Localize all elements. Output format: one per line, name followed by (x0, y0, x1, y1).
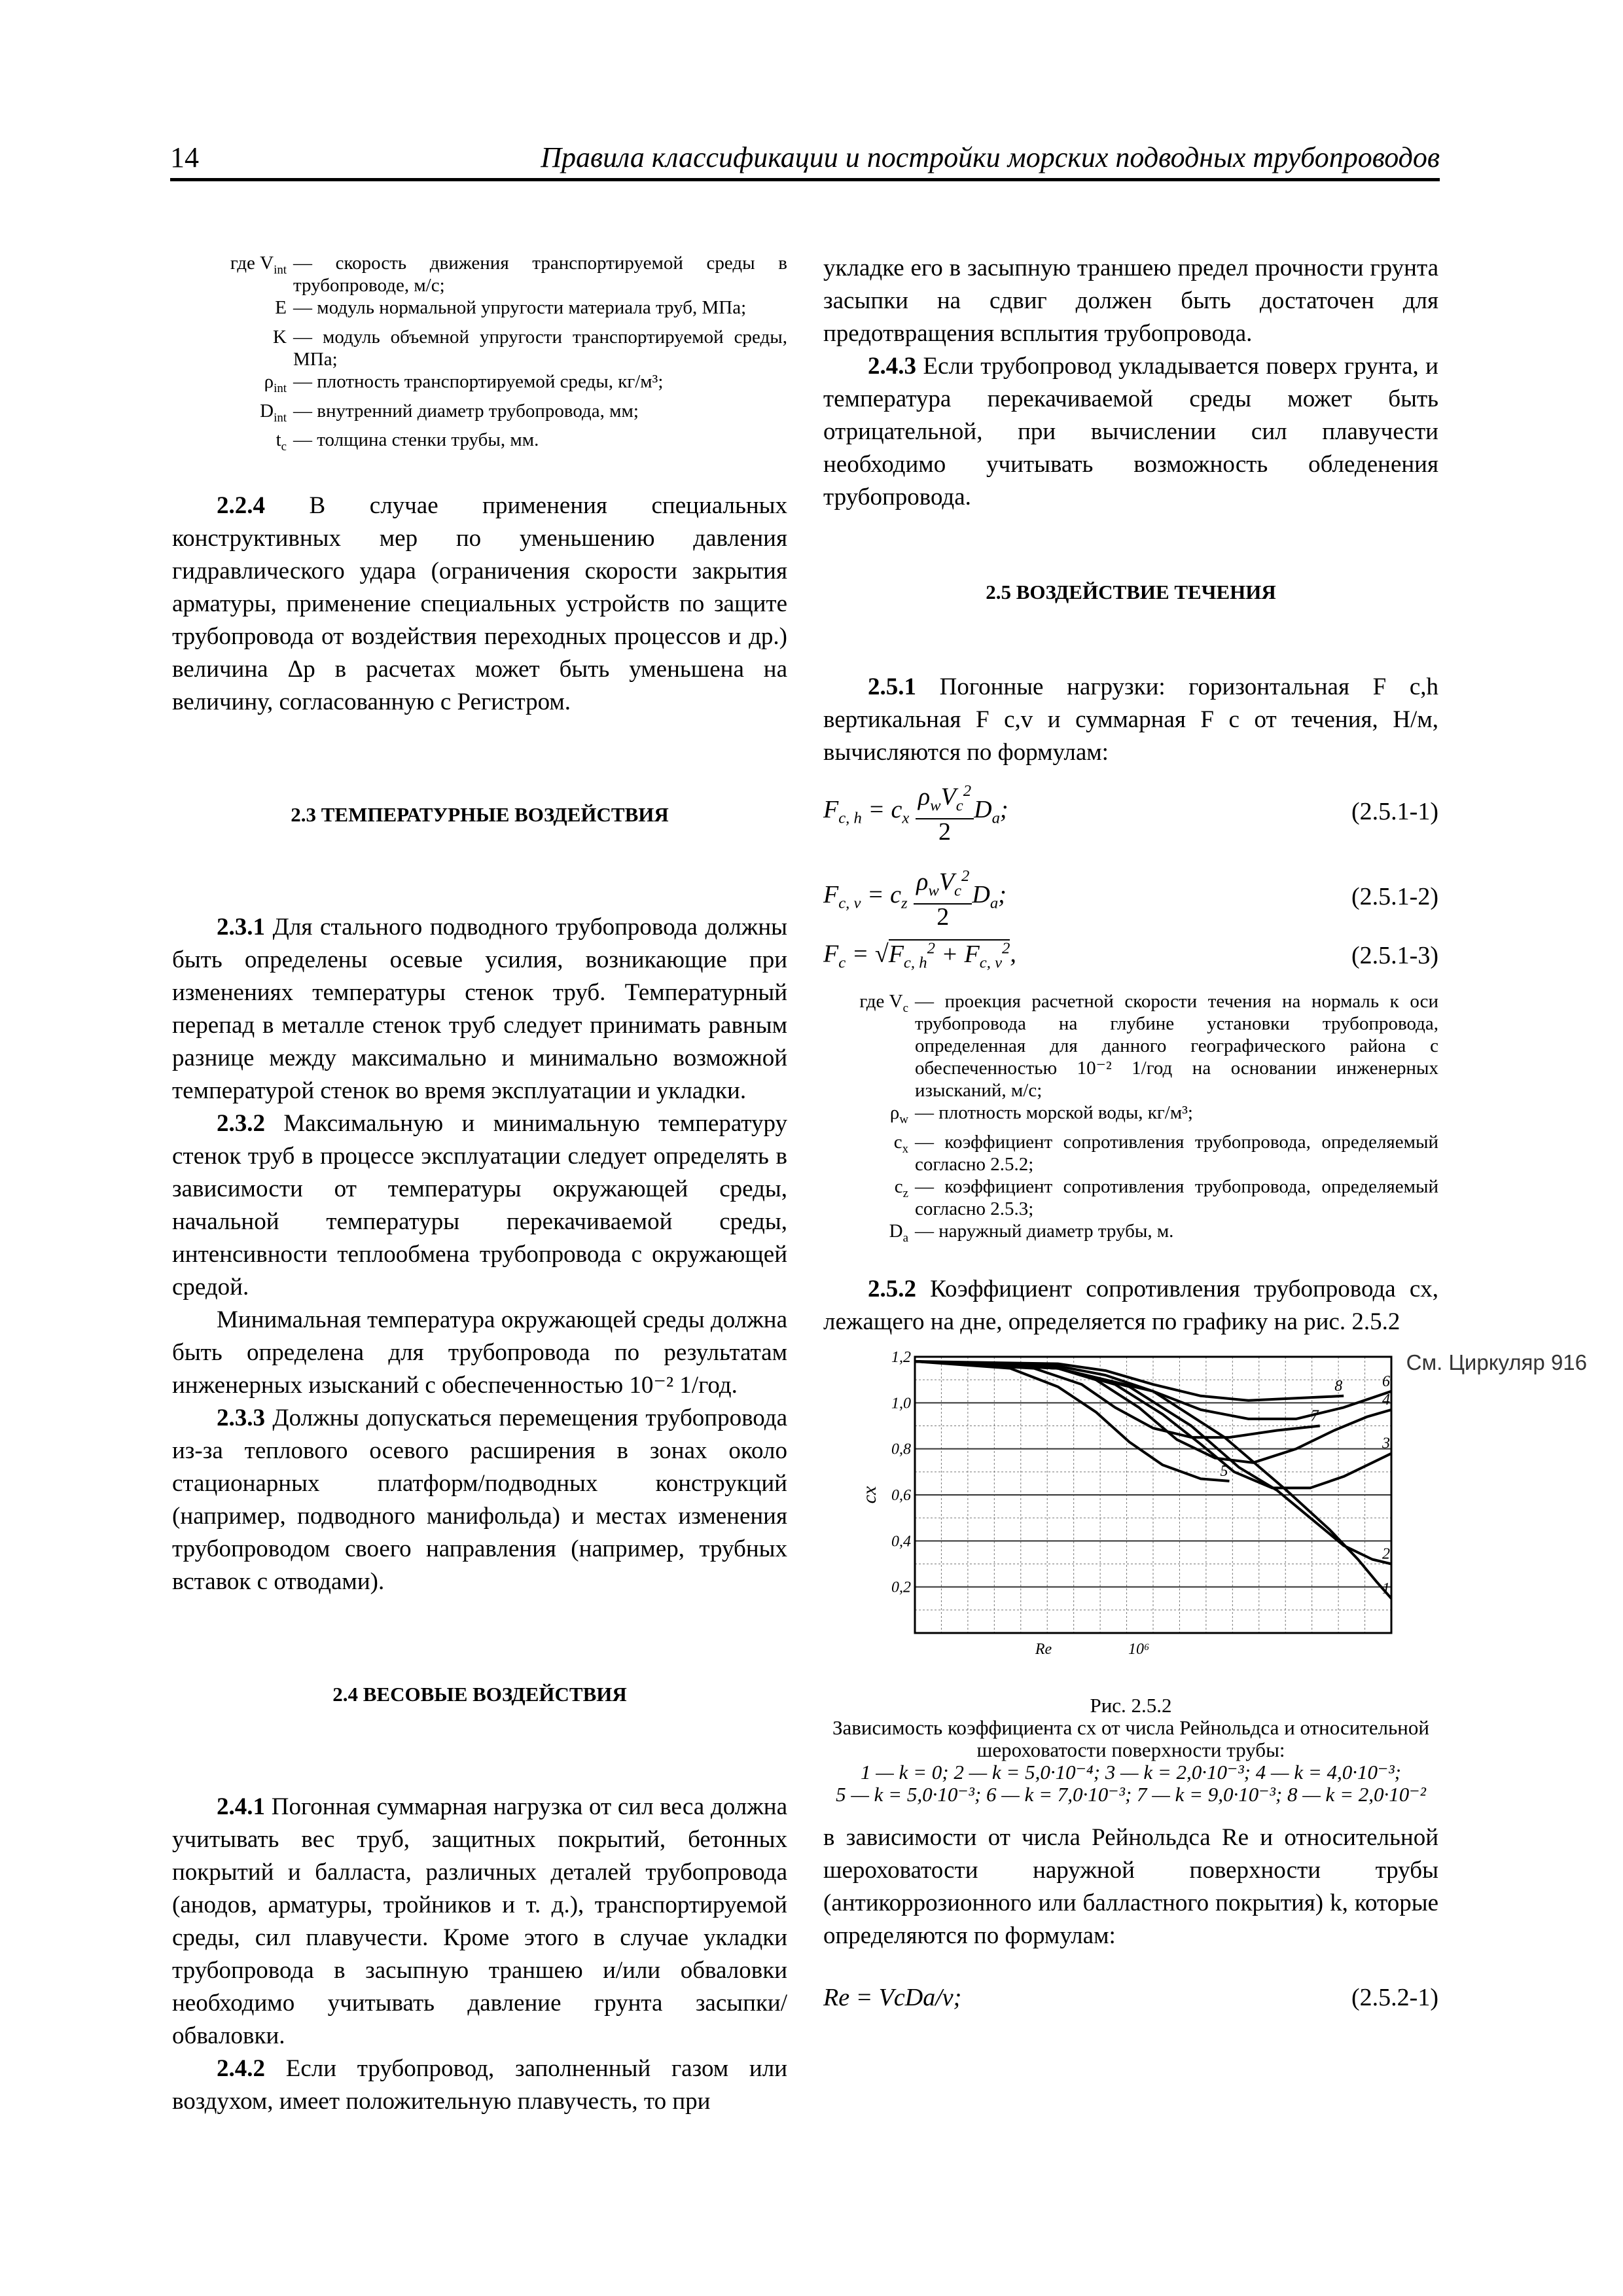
paragraph-2-4-1: 2.4.1 Погонная суммарная нагрузка от сил веса должна учитывать вес труб, защитных покрытий, бетонных покрытий и балласта, различных деталей трубопровода (анодов, арматуры, тройников и т. д.), транспортируемой среды, сил плавучести. Кроме этого в случае укладки трубопровода в засыпную траншею и/или обваловки необходимо учитывать давление грунта засыпки/обваловки. (172, 1793, 787, 2050)
figure-caption: Зависимость коэффициента cx от числа Рейнольдса и относительной шероховатости поверхности трубы: (832, 1715, 1429, 1761)
definition-text: — модуль объемной упругости транспортируемой среды, МПа; (293, 326, 787, 370)
where-definitions-left: где $V_{int}$ — скорость движения транспортируемой среды в трубопроводе, м/с; E — модуль нормальной упругости материала труб, МПа; K — модуль объемной упругости транспортируемой среды, МПа; $\rho_{int}$ — плотность транспортируемой среды, кг/м³; $D_{int}$ — внутренний диаметр трубопровода, мм; $t_c$ — толщина стенки трубы, мм. (172, 252, 787, 458)
series-label-7: 7 (1310, 1407, 1319, 1425)
paragraph-2-3-1: 2.3.1 Для стального подводного трубопровода должны быть определены осевые усилия, возникающие при изменениях температуры стенок труб. Температурный перепад в металле стенок труб следует принимать равным разнице между максимально и минимально возможной температурой стенок во время эксплуатации и укладки. (172, 914, 787, 1105)
formula-2-5-1-3 (823, 933, 1438, 978)
series-label-5: 5 (1220, 1462, 1228, 1480)
formula-number: (2.5.1-3) (1351, 942, 1438, 969)
paragraph-2-4-2: 2.4.2 Если трубопровод, заполненный газом или воздухом, имеет положительную плавучесть, то при (172, 2055, 787, 2115)
definition-text: — внутренний диаметр трубопровода, мм; (293, 400, 639, 422)
right-column (823, 252, 1438, 2014)
y-tick-label: 0,8 (891, 1441, 911, 1458)
paragraph-2-5-2-continued: в зависимости от числа Рейнольдса Re и относительной шероховатости наружной поверхности трубы (антикоррозионного или балластного покрытия) k, которые определяются по формулам: (823, 1823, 1438, 1949)
series-label-4: 4 (1382, 1391, 1390, 1408)
y-tick-label: 0,4 (891, 1532, 911, 1550)
series-label-1: 1 (1382, 1579, 1390, 1597)
page-number: 14 (170, 141, 199, 173)
y-tick-label: 0,2 (891, 1579, 911, 1596)
x-axis-label: Re (1035, 1640, 1052, 1658)
formula-2-5-2-1 (823, 1981, 1438, 2014)
running-title: Правила классификации и постройки морских подводных трубопроводов (541, 141, 1440, 173)
paragraph-2-4-3: 2.4.3 Если трубопровод укладывается поверх грунта, и температура перекачиваемой среды может быть отрицательной, при вычислении сил плавучести необходимо учитывать возможность обледенения трубопровода. (823, 353, 1438, 511)
definition-text: — коэффициент сопротивления трубопровода, определяемый согласно 2.5.3; (915, 1175, 1438, 1219)
figure-legend-1: 1 — k = 0; 2 — k = 5,0·10⁻⁴; 3 — k = 2,0·10⁻³; 4 — k = 4,0·10⁻³; (861, 1760, 1401, 1784)
paragraph-2-5-1: 2.5.1 Погонные нагрузки: горизонтальная F c,h вертикальная F c,v и суммарная F c от течения, Н/м, вычисляются по формулам: (823, 673, 1438, 766)
x-axis-marker: 10⁶ (1128, 1640, 1150, 1658)
section-heading-2-5: 2.5 ВОЗДЕЙСТВИЕ ТЕЧЕНИЯ (986, 581, 1276, 603)
y-tick-label: 1,2 (891, 1350, 911, 1366)
formula-number: (2.5.1-1) (1351, 798, 1438, 825)
series-label-6: 6 (1382, 1372, 1390, 1390)
definition-text: — проекция расчетной скорости течения на нормаль к оси трубопровода на глубине установки трубопровода, определенная для данного географического района с обеспеченностью 10⁻² 1/год на основании инженерных изысканий, м/с; (915, 991, 1438, 1101)
paragraph-2-4-2-continued: укладке его в засыпную траншею предел прочности грунта засыпки на сдвиг должен быть достаточен для предотвращения всплытия трубопровода. (823, 255, 1438, 347)
definition-text: — модуль нормальной упругости материала труб, МПа; (293, 297, 747, 318)
formula-number: (2.5.1-2) (1351, 883, 1438, 910)
paragraph-2-3-2: 2.3.2 Максимальную и минимальную температуру стенок труб в процессе эксплуатации следует определять в зависимости от температуры окружающей среды, начальной температуры перекачиваемой среды, интенсивности теплообмена трубопровода с окружающей средой. (172, 1110, 787, 1301)
formula-2-5-1-2 (823, 861, 1438, 933)
paragraph-2-3-2-min-temp: Минимальная температура окружающей среды должна быть определена для трубопровода по результатам инженерных изысканий с обеспеченностью 10⁻² 1/год. (172, 1306, 787, 1399)
figure-title: Рис. 2.5.2 (1090, 1693, 1172, 1717)
series-label-2: 2 (1382, 1545, 1390, 1563)
formula-expression: $F_c = √F_{c, h}^2 + F_{c, v}^2$, (823, 939, 1016, 972)
where-definitions-right: где $V_c$ — проекция расчетной скорости течения на нормаль к оси трубопровода на глубине установки трубопровода, определенная для данного географического района с обеспеченностью 10⁻² 1/год на основании инженерных изысканий, м/с; $\rho_w$ — плотность морской воды, кг/м³; $c_x$ — коэффициент сопротивления трубопровода, определяемый согласно 2.5.2; $c_z$ — коэффициент сопротивления трубопровода, определяемый согласно 2.5.3; $D_a$ — наружный диаметр трубы, м. (823, 990, 1438, 1249)
section-heading-2-4: 2.4 ВЕСОВЫЕ ВОЗДЕЙСТВИЯ (332, 1683, 627, 1706)
series-label-3: 3 (1382, 1435, 1390, 1452)
definition-text: — толщина стенки трубы, мм. (293, 429, 539, 451)
y-tick-label: 1,0 (891, 1394, 911, 1412)
formula-2-5-1-1 (823, 776, 1438, 848)
left-column (172, 252, 787, 2118)
definition-text: — плотность транспортируемой среды, кг/м³; (293, 370, 664, 392)
definition-text: — коэффициент сопротивления трубопровода, определяемый согласно 2.5.2; (915, 1131, 1438, 1175)
formula-expression: Re = VcDa/ν; (823, 1983, 962, 2011)
definition-text: — скорость движения транспортируемой среды в трубопроводе, м/с; (293, 253, 787, 296)
definition-text: — плотность морской воды, кг/м³; (915, 1102, 1193, 1123)
margin-note-circular: См. Циркуляр 916 (1406, 1350, 1587, 1374)
figure-legend-2: 5 — k = 5,0·10⁻³; 6 — k = 7,0·10⁻³; 7 — k = 9,0·10⁻³; 8 — k = 2,0·10⁻² (836, 1782, 1426, 1806)
definition-text: — наружный диаметр трубы, м. (915, 1220, 1174, 1242)
y-axis-label: cx (859, 1486, 880, 1503)
header-rule (170, 178, 1440, 181)
section-heading-2-3: 2.3 ТЕМПЕРАТУРНЫЕ ВОЗДЕЙСТВИЯ (291, 803, 669, 827)
paragraph-2-3-3: 2.3.3 Должны допускаться перемещения трубопровода из-за теплового осевого расширения в зонах около стационарных платформ/подводных конструкций (например, подводного манифольда) и местах изменения трубопроводом своего направления (например, трубных вставок с отводами). (172, 1405, 787, 1596)
formula-expression: $F_{c, v} = c_z$ $\rho_wV_c^2$ 2 $D_a$; (823, 864, 1007, 929)
paragraph-2-2-4: 2.2.4 В случае применения специальных конструктивных мер по уменьшению давления гидравлического удара (ограничения скорости закрытия арматуры, применение специальных устройств по защите трубопровода от воздействия переходных процессов и др.) величина Δp в расчетах может быть уменьшена на величину, согласованную с Регистром. (172, 492, 787, 716)
formula-expression: $F_{c, h} = c_x$ $\rho_wV_c^2$ 2 $D_a$; (823, 779, 1008, 844)
formula-number: (2.5.2-1) (1351, 1983, 1438, 2011)
y-tick-label: 0,6 (891, 1486, 911, 1504)
paragraph-2-5-2: 2.5.2 Коэффициент сопротивления трубопровода cx, лежащего на дне, определяется по графику на рис. 2.5.2 (823, 1275, 1438, 1335)
figure-2-5-2-chart (823, 1350, 1438, 1691)
series-label-8: 8 (1334, 1377, 1343, 1395)
